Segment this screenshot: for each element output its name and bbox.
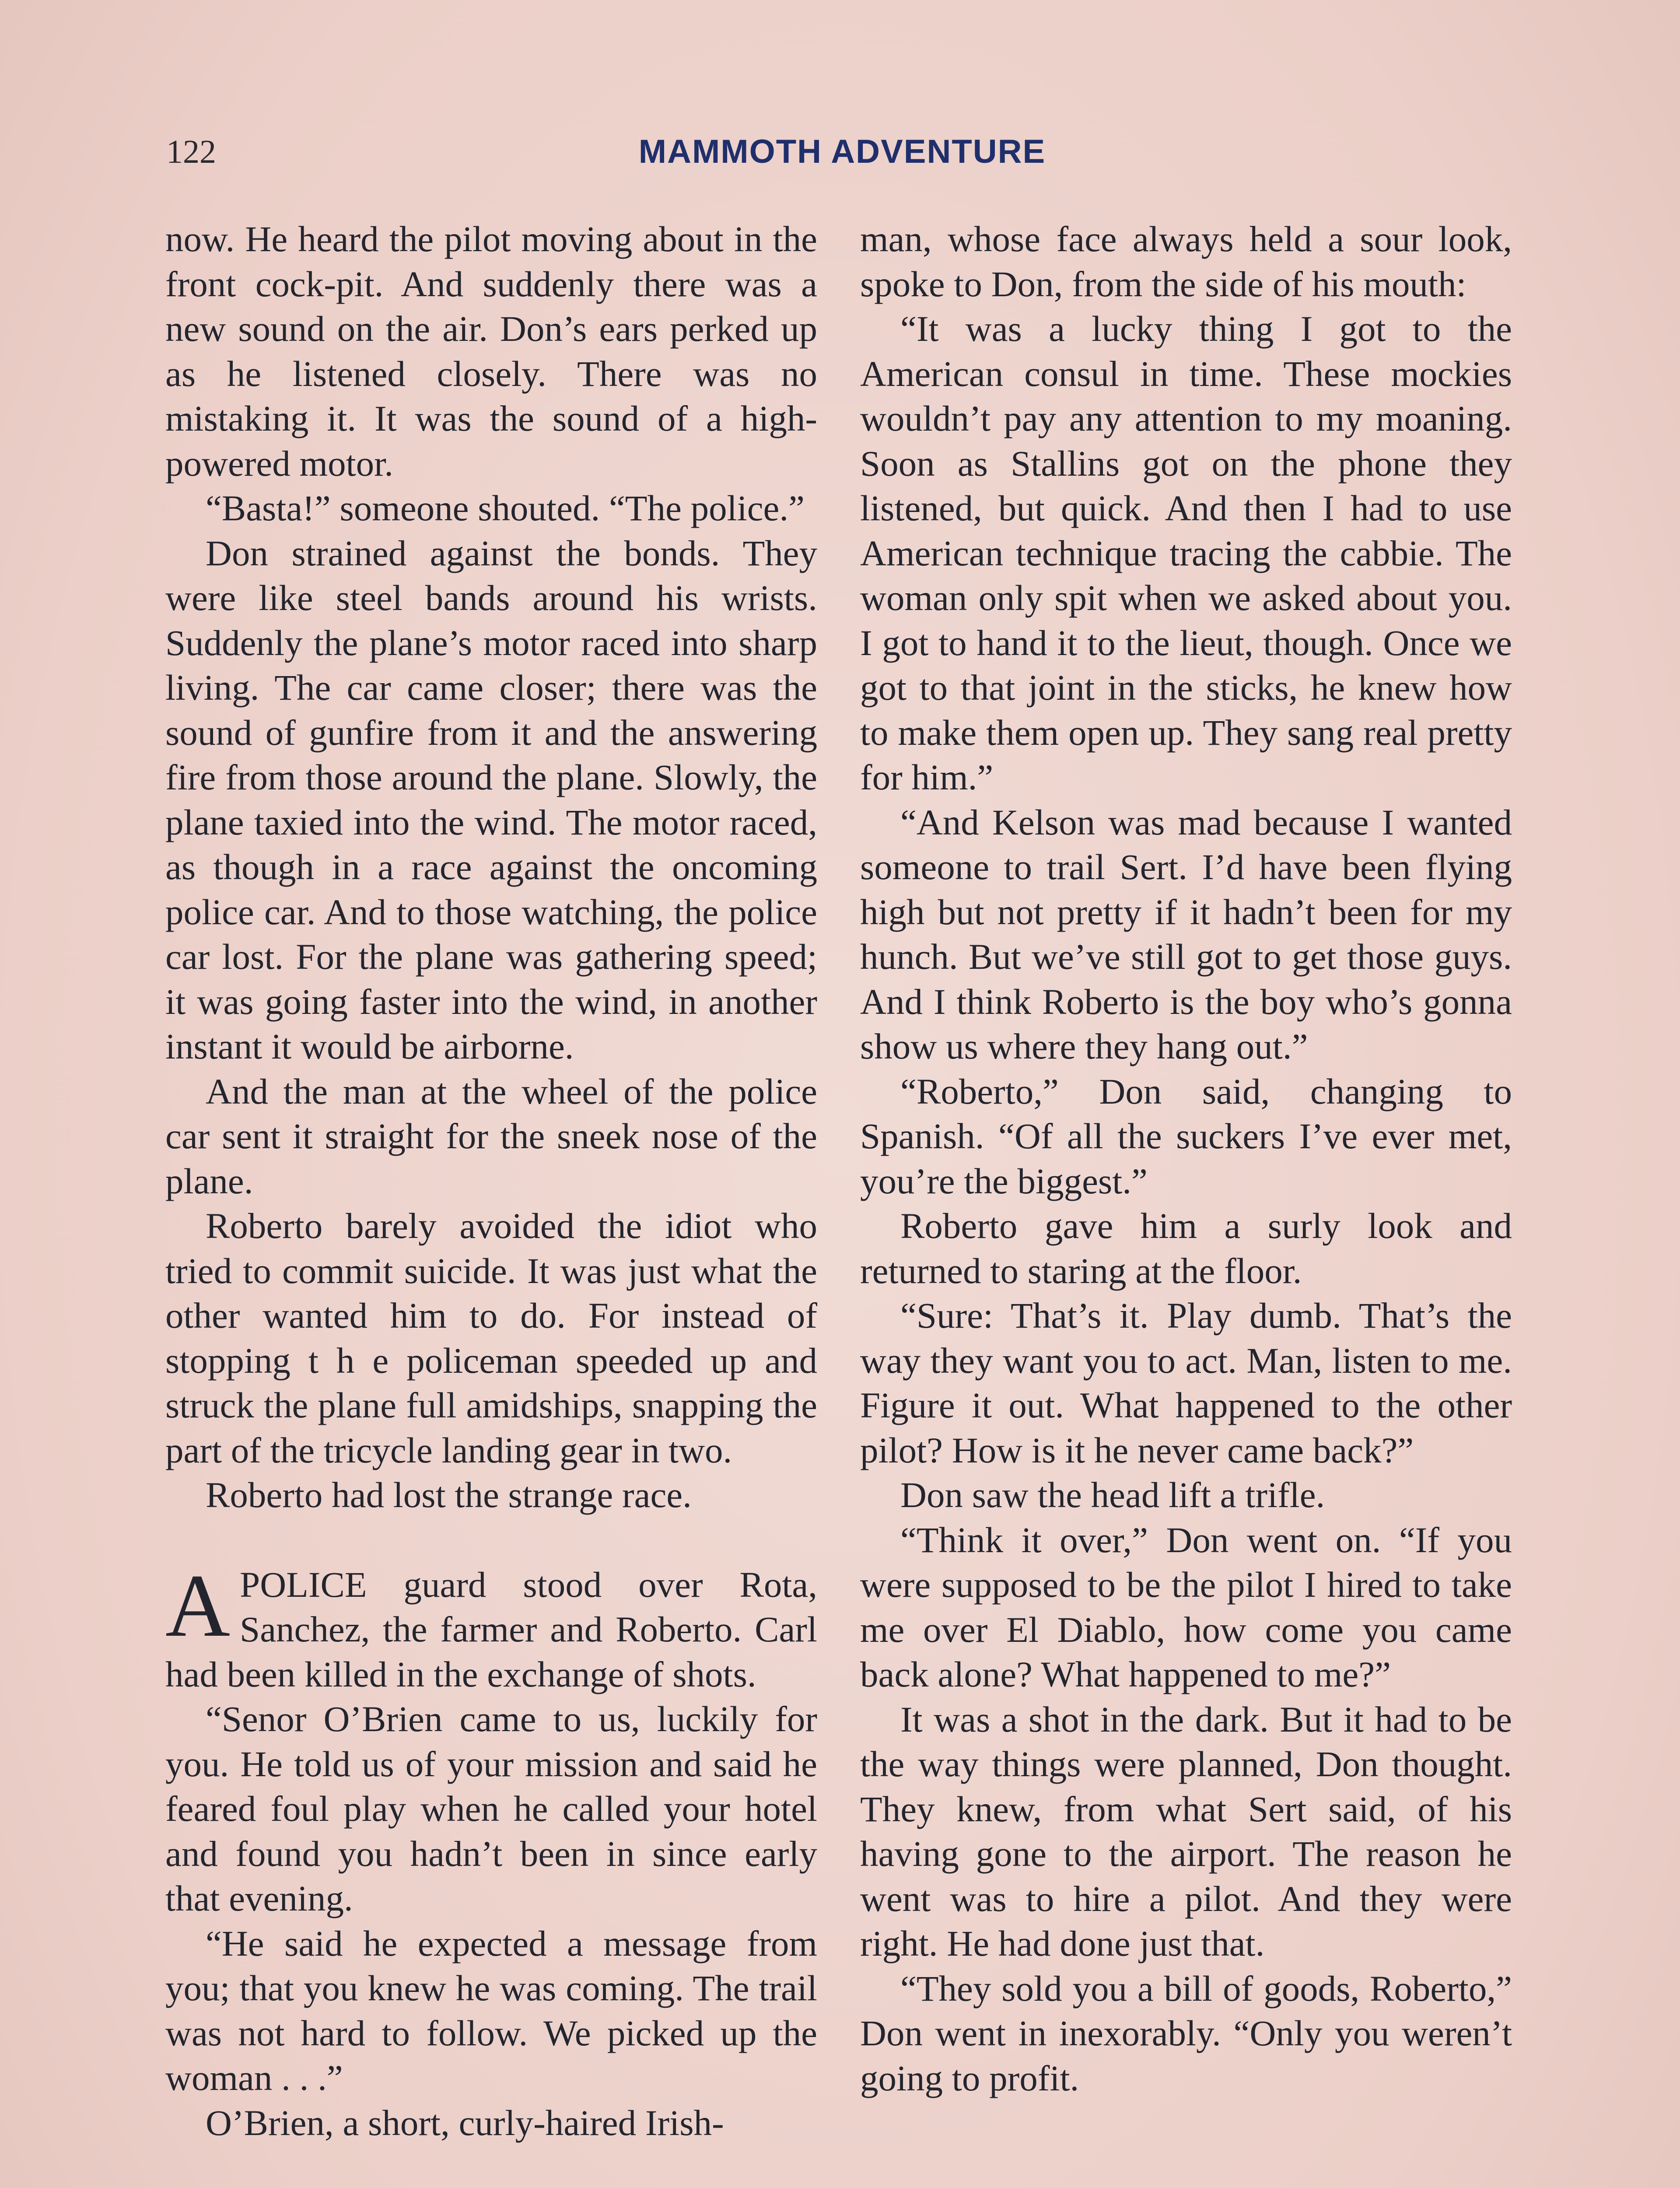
paragraph: “He said he expected a message from you; that you knew he was coming. The trail was not hard to follow. We picked up the woman . . .” (165, 1923, 817, 2098)
paragraph: Don strained against the bonds. They were like steel bands around his wrists. Suddenly the plane’s motor raced into sharp living. The car came closer; there was the sound of gunfire from it and the answering fire from those around the plane. Slowly, the plane taxied into the wind. The motor raced, as though in a race against the oncoming police car. And to those watching, the police car lost. For the plane was gathering speed; it was going faster into the wind, in another instant it would be airborne. (165, 533, 817, 1066)
paragraph-text: POLICE guard stood over Rota, Sanchez, the farmer and Roberto. Carl had been killed in the exchange of shots. (165, 1564, 817, 1694)
paragraph: “Roberto,” Don said, changing to Spanish. “Of all the suckers I’ve ever met, you’re the biggest.” (860, 1071, 1512, 1201)
paragraph: “Basta!” someone shouted. “The police.” (206, 488, 805, 528)
paragraph: “Think it over,” Don went on. “If you were supposed to be the pilot I hired to take me over El Diablo, how come you came back alone? What happened to me?” (860, 1519, 1512, 1694)
paragraph: “Sure: That’s it. Play dumb. That’s the way they want you to act. Man, listen to me. Figure it out. What happened to the other pilot? How is it he never came back?” (860, 1295, 1512, 1470)
paragraph: O’Brien, a short, curly-haired Irish- (206, 2102, 724, 2143)
left-text-column (165, 217, 817, 2145)
drop-cap: A (165, 1556, 231, 1655)
paragraph: now. He heard the pilot moving about in the front cock-pit. And suddenly there was a new sound on the air. Don’s ears perked up as he listened closely. There was no mistaking it. It was the sound of a high-powered motor. (165, 219, 817, 484)
paragraph: “And Kelson was mad because I wanted someone to trail Sert. I’d have been flying high but not pretty if it hadn’t been for my hunch. But we’ve still got to get those guys. And I think Roberto is the boy who’s gonna show us where they hang out.” (860, 802, 1512, 1066)
paragraph: “It was a lucky thing I got to the American consul in time. These mockies wouldn’t pay any attention to my moaning. Soon as Stallins got on the phone they listened, but quick. And then I had to use American technique tracing the cabbie. The woman only spit when we asked about you. I got to hand it to the lieut, though. Once we got to that joint in the sticks, he knew how to make them open up. They sang real pretty for him.” (860, 309, 1512, 797)
paragraph: “They sold you a bill of goods, Roberto,” Don went in inexorably. “Only you weren’t going to profit. (860, 1968, 1512, 2098)
paragraph: Roberto barely avoided the idiot who tried to commit suicide. It was just what the other wanted him to do. For instead of stopping t h e policeman speeded up and struck the plane full amidships, snapping the part of the tricycle landing gear in two. (165, 1206, 817, 1470)
paragraph: It was a shot in the dark. But it had to be the way things were planned, Don thought. They knew, from what Sert said, of his having gone to the airport. The reason he went was to hire a pilot. And they were right. He had done just that. (860, 1699, 1512, 1964)
paragraph: And the man at the wheel of the police car sent it straight for the sneek nose of the plane. (165, 1071, 817, 1201)
paragraph-with-drop-cap (165, 1556, 817, 1697)
paragraph: “Senor O’Brien came to us, luckily for you. He told us of your mission and said he feared foul play when he called your hotel and found you hadn’t been in since early that evening. (165, 1699, 817, 1918)
section-break (165, 1518, 817, 1562)
paragraph: Roberto gave him a surly look and returned to staring at the floor. (860, 1206, 1512, 1291)
running-title: MAMMOTH ADVENTURE (638, 133, 1046, 170)
paragraph: Roberto had lost the strange race. (206, 1475, 692, 1515)
paragraph: man, whose face always held a sour look, spoke to Don, from the side of his mouth: (860, 219, 1512, 304)
page-number: 122 (166, 133, 216, 170)
right-text-column (860, 217, 1512, 2100)
page-header (166, 128, 1518, 176)
paragraph: Don saw the head lift a trifle. (900, 1475, 1325, 1515)
